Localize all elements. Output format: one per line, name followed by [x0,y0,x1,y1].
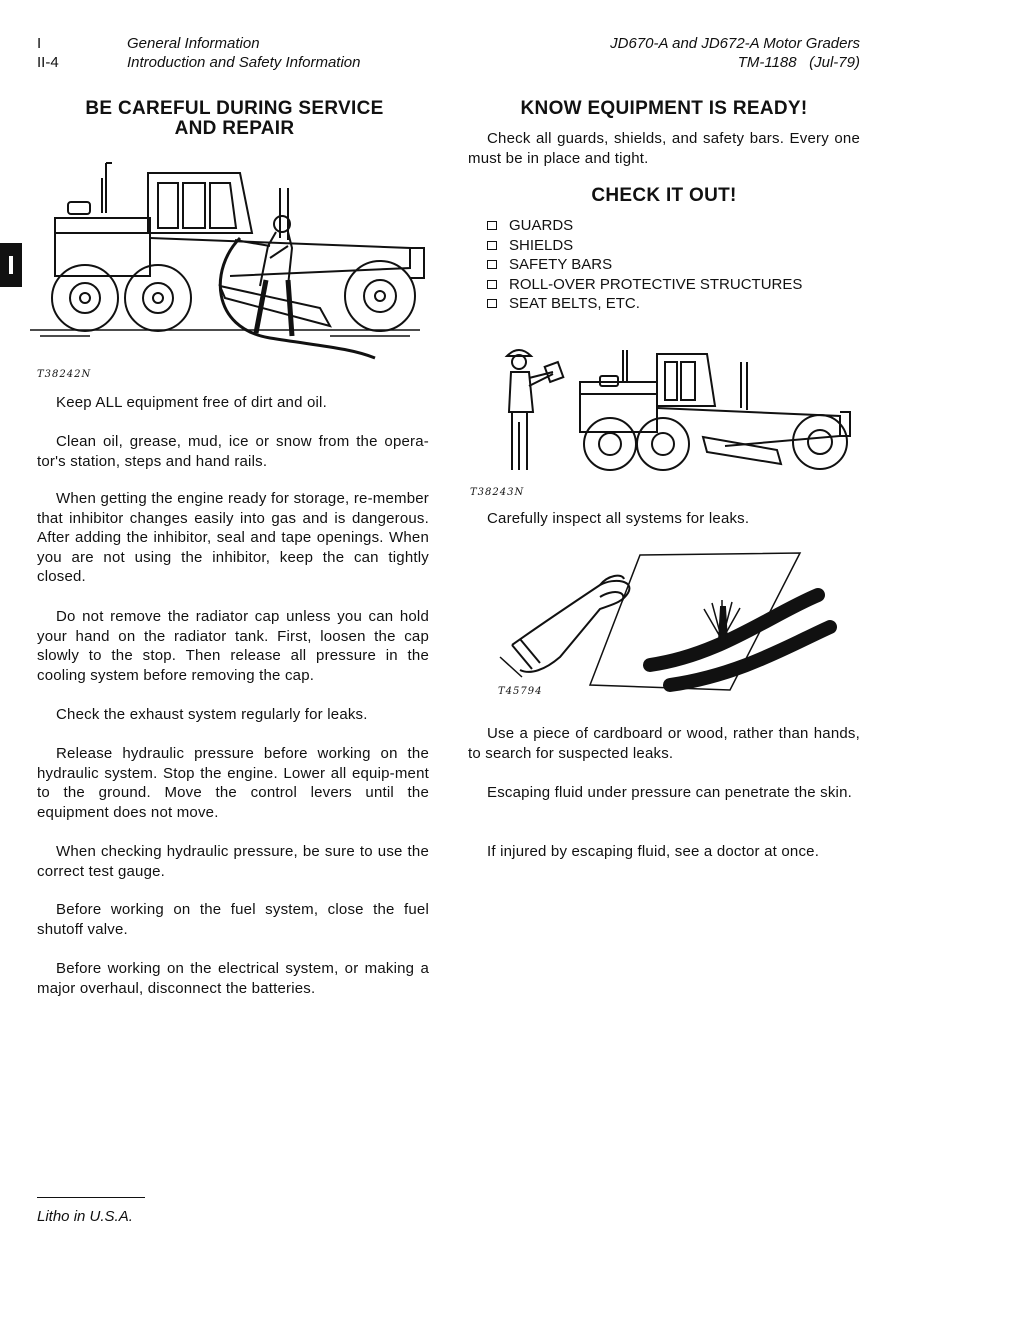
left-para-6 [37,744,429,822]
right-para-3-text: If injured by escaping fluid, see a doctor at once. [487,843,820,860]
right-para-3 [468,842,860,862]
model-title: JD670-A and JD672-A Motor Graders [610,35,860,52]
right-intro [468,129,860,168]
left-para-1-text: Keep ALL equipment free of dirt and oil. [56,394,327,411]
figure3-caption: T45794 [498,686,543,697]
left-para-9 [37,959,429,998]
checklist-label: SHIELDS [509,236,574,254]
checkbox-icon [487,280,497,289]
figure2-caption: T38243N [470,487,525,498]
checkbox-icon [487,221,497,230]
left-para-1 [37,393,429,413]
checklist-item [487,255,867,275]
checklist-label: ROLL-OVER PROTECTIVE STRUCTURES [509,275,803,293]
section-tab [0,243,22,287]
right-para-2-text: Escaping fluid under pressure can penetrate the skin. [487,784,852,801]
right-para-2 [468,783,860,803]
subsection-title: Introduction and Safety Information [127,54,361,71]
left-para-5 [37,705,429,725]
checklist [487,216,867,314]
left-para-7-text: When checking hydraulic pressure, be sure to use the correct test gauge. [37,843,429,880]
section-title: General Information [127,35,260,52]
left-para-3 [37,489,429,587]
left-para-4-text: Do not remove the radiator cap unless you can hold your hand on the radiator tank. First, loosen the cap slowly to the stop. Then release all pressure in the cooling system before removing the cap. [37,608,429,684]
left-para-8 [37,900,429,939]
tm-number: TM-1188 [737,54,797,71]
right-title: KNOW EQUIPMENT IS READY! [520,98,808,119]
inspection-illustration [495,342,860,477]
left-para-5-text: Check the exhaust system regularly for leaks. [56,706,368,723]
checklist-label: GUARDS [509,217,574,234]
checklist-label: SAFETY BARS [509,256,613,273]
left-para-3-text: When getting the engine ready for storage, re-member that inhibitor changes easily into gas and is dangerous. After adding the inhibitor, seal and tape openings. When you are not using the inhibitor, keep the can tightly closed. [37,490,429,585]
page-number: II-4 [37,54,59,71]
right-intro-text: Check all guards, shields, and safety bars. Every one must be in place and tight. [468,130,860,167]
left-para-2-text: Clean oil, grease, mud, ice or snow from the opera-tor's station, steps and hand rails. [37,433,429,470]
checklist-item [487,216,867,236]
left-para-7 [37,842,429,881]
tm-date: (Jul-79) [809,54,860,71]
inspect-para-text: Carefully inspect all systems for leaks. [487,510,750,527]
leak-check-illustration [500,545,840,705]
left-para-2 [37,432,429,471]
checklist-item [487,236,867,256]
left-title-line2: AND REPAIR [174,118,295,139]
footer-text: Litho in U.S.A. [37,1208,133,1225]
left-title [37,99,432,139]
footer-rule [37,1197,145,1198]
checkbox-icon [487,299,497,308]
tm-line [738,53,860,72]
checklist-label: SEAT BELTS, ETC. [509,295,640,312]
checklist-item [487,275,867,295]
left-para-4 [37,607,429,685]
section-number: I [37,35,42,52]
left-para-6-text: Release hydraulic pressure before working on the hydraulic system. Stop the engine. Lower all equip-ment to the ground. Move the control levers until the equipment does not move. [37,745,429,821]
grader-service-illustration [30,158,430,368]
figure1-caption: T38242N [37,369,92,380]
left-para-9-text: Before working on the electrical system, or making a major overhaul, disconnect the batteries. [37,960,429,997]
right-para-1-text: Use a piece of cardboard or wood, rather than hands, to search for suspected leaks. [468,725,860,762]
check-title: CHECK IT OUT! [591,185,737,206]
right-para-1 [468,724,860,763]
left-title-line1: BE CAREFUL DURING SERVICE [85,98,384,119]
checkbox-icon [487,260,497,269]
inspect-para [468,509,860,529]
checklist-item [487,294,867,314]
left-para-8-text: Before working on the fuel system, close the fuel shutoff valve. [37,901,429,938]
checkbox-icon [487,241,497,250]
